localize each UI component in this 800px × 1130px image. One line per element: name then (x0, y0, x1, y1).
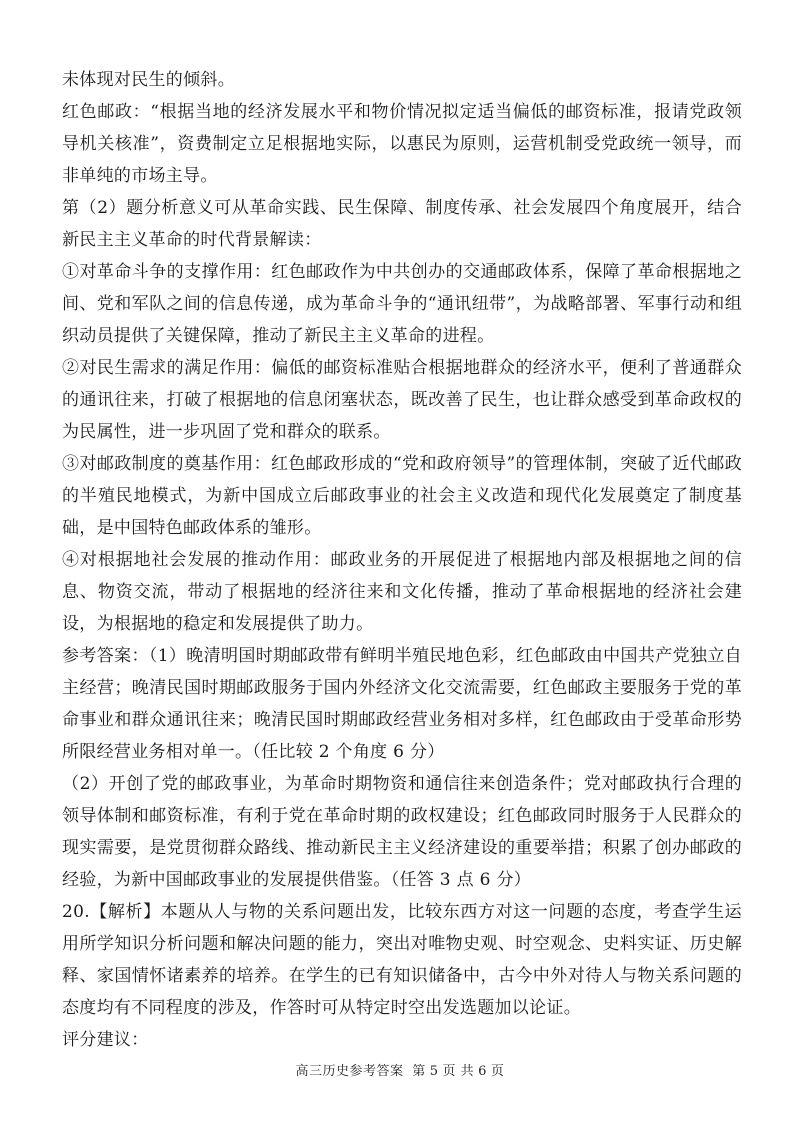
paragraph-10: 20.【解析】本题从人与物的关系问题出发，比较东西方对这一问题的态度，考查学生运用所学知识分析问题和解决问题的能力，突出对唯物史观、时空观念、史料实证、历史解释、家国情怀诸素养的培养。在学生的已有知识储备中，古今中外对待人与物关系问题的态度均有不同程度的涉及，作答时可从特定时空出发选题加以论证。 (62, 902, 742, 1018)
paragraph-7: ④对根据地社会发展的推动作用：邮政业务的开展促进了根据地内部及根据地之间的信息、物资交流，带动了根据地的经济往来和文化传播，推动了革命根据地的经济社会建设，为根据地的稳定和发展提供了助力。 (62, 550, 742, 634)
footer-page-mid: 页 共 (442, 1064, 475, 1079)
paragraph-9: （2）开创了党的邮政事业，为革命时期物资和通信往来创造条件；党对邮政执行合理的领导体制和邮资标准，有利于党在革命时期的政权建设；红色邮政同时服务于人民群众的现实需要，是党贯彻群众路线、推动新民主主义经济建设的重要举措；积累了创办邮政的经验，为新中国邮政事业的发展提供借鉴。（任答 3 点 6 分） (62, 774, 742, 890)
footer-page-suffix: 页 (490, 1064, 505, 1079)
footer-page-total: 6 (478, 1064, 487, 1079)
footer-title: 高三历史参考答案 (295, 1064, 404, 1079)
paragraph-3: 第（2）题分析意义可从革命实践、民生保障、制度传承、社会发展四个角度展开，结合新民主主义革命的时代背景解读： (62, 198, 742, 250)
paragraph-5: ②对民生需求的满足作用：偏低的邮资标准贴合根据地群众的经济水平，便利了普通群众的通讯往来，打破了根据地的信息闭塞状态，既改善了民生，也让群众感受到革命政权的为民属性，进一步巩固了党和群众的联系。 (62, 358, 742, 442)
paragraph-2: 红色邮政：“根据当地的经济发展水平和物价情况拟定适当偏低的邮资标准，报请党政领导机关核准”，资费制定立足根据地实际，以惠民为原则，运营机制受党政统一领导，而非单纯的市场主导。 (62, 102, 742, 186)
footer-page-number: 5 (429, 1064, 439, 1079)
document-body (62, 64, 742, 1056)
paragraph-4: ①对革命斗争的支撑作用：红色邮政作为中共创办的交通邮政体系，保障了革命根据地之间、党和军队之间的信息传递，成为革命斗争的“通讯纽带”，为战略部署、军事行动和组织动员提供了关键保障，推动了新民主主义革命的进程。 (62, 262, 742, 346)
paragraph-8: 参考答案：（1）晚清明国时期邮政带有鲜明半殖民地色彩，红色邮政由中国共产党独立自主经营；晚清民国时期邮政服务于国内外经济文化交流需要，红色邮政主要服务于党的革命事业和群众通讯往来；晚清民国时期邮政经营业务相对多样，红色邮政由于受革命形势所限经营业务相对单一。（任比较 2 个角度 6 分） (62, 646, 742, 762)
paragraph-11: 评分建议： (62, 1030, 149, 1050)
page-footer (0, 1060, 800, 1079)
paragraph-1: 未体现对民生的倾斜。 (62, 70, 235, 90)
footer-page-prefix: 第 (412, 1064, 426, 1079)
paragraph-6: ③对邮政制度的奠基作用：红色邮政形成的“党和政府领导”的管理体制，突破了近代邮政的半殖民地模式，为新中国成立后邮政事业的社会主义改造和现代化发展奠定了制度基础，是中国特色邮政体系的雏形。 (62, 454, 742, 538)
